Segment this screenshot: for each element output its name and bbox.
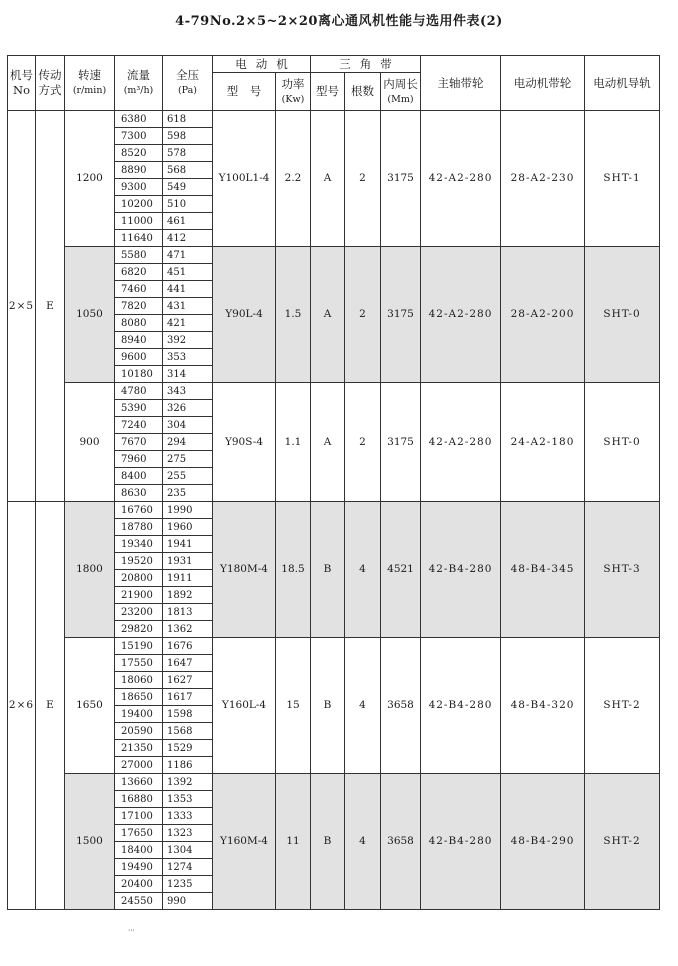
header-flow: 流量 (m³/h) [115,56,163,111]
pressure-cell: 1392 [163,774,213,791]
motor-power-cell: 11 [276,774,311,910]
belt-type-cell: B [311,638,345,774]
pressure-cell: 1941 [163,536,213,553]
motor-power-cell: 1.1 [276,383,311,502]
flow-cell: 4780 [115,383,163,400]
belt-count-cell: 4 [345,774,381,910]
motor-rail-cell: SHT-2 [585,638,660,774]
pressure-cell: 1627 [163,672,213,689]
pressure-cell: 568 [163,162,213,179]
flow-cell: 9300 [115,179,163,196]
flow-cell: 5390 [115,400,163,417]
pressure-cell: 235 [163,485,213,502]
flow-cell: 10200 [115,196,163,213]
motor-pulley-cell: 28-A2-200 [501,247,585,383]
motor-model-cell: Y160M-4 [213,774,276,910]
flow-cell: 21350 [115,740,163,757]
flow-cell: 18650 [115,689,163,706]
flow-cell: 8630 [115,485,163,502]
motor-rail-cell: SHT-2 [585,774,660,910]
flow-cell: 17650 [115,825,163,842]
main-pulley-cell: 42-A2-280 [421,383,501,502]
flow-cell: 7300 [115,128,163,145]
motor-power-cell: 2.2 [276,111,311,247]
flow-cell: 7670 [115,434,163,451]
flow-cell: 19400 [115,706,163,723]
pressure-cell: 1598 [163,706,213,723]
flow-cell: 17100 [115,808,163,825]
pressure-cell: 294 [163,434,213,451]
flow-cell: 13660 [115,774,163,791]
flow-cell: 8080 [115,315,163,332]
header-main-pulley: 主轴带轮 [421,56,501,111]
header-motor-power: 功率 (Kw) [276,73,311,111]
flow-cell: 19520 [115,553,163,570]
speed-cell: 1800 [65,502,115,638]
flow-cell: 10180 [115,366,163,383]
pressure-cell: 1323 [163,825,213,842]
page-title: 4-79No.2×5~2×20离心通风机性能与选用件表(2) [175,14,503,29]
flow-cell: 20800 [115,570,163,587]
motor-model-cell: Y180M-4 [213,502,276,638]
flow-cell: 27000 [115,757,163,774]
flow-cell: 9600 [115,349,163,366]
flow-cell: 21900 [115,587,163,604]
flow-cell: 11000 [115,213,163,230]
table-row [8,502,660,519]
motor-pulley-cell: 28-A2-230 [501,111,585,247]
pressure-cell: 1568 [163,723,213,740]
motor-rail-cell: SHT-0 [585,383,660,502]
table-row [8,774,660,791]
belt-length-cell: 3658 [381,638,421,774]
pressure-cell: 1676 [163,638,213,655]
scan-mark: ''' [128,928,135,937]
pressure-cell: 471 [163,247,213,264]
header-drive: 传动 方式 [36,56,65,111]
pressure-cell: 421 [163,315,213,332]
motor-power-cell: 1.5 [276,247,311,383]
pressure-cell: 461 [163,213,213,230]
speed-cell: 1200 [65,111,115,247]
header-machine-no: 机号 No [8,56,36,111]
main-pulley-cell: 42-B4-280 [421,502,501,638]
pressure-cell: 451 [163,264,213,281]
header-motor-rail: 电动机导轨 [585,56,660,111]
speed-cell: 1050 [65,247,115,383]
pressure-cell: 1911 [163,570,213,587]
pressure-cell: 1892 [163,587,213,604]
performance-table [7,55,660,910]
flow-cell: 6380 [115,111,163,128]
pressure-cell: 1617 [163,689,213,706]
table-row [8,247,660,264]
flow-cell: 6820 [115,264,163,281]
flow-cell: 24550 [115,893,163,910]
drive-cell: E [36,111,65,502]
table-row [8,111,660,128]
pressure-cell: 1304 [163,842,213,859]
flow-cell: 16880 [115,791,163,808]
motor-power-cell: 15 [276,638,311,774]
pressure-cell: 1990 [163,502,213,519]
pressure-cell: 618 [163,111,213,128]
main-pulley-cell: 42-B4-280 [421,638,501,774]
motor-pulley-cell: 48-B4-290 [501,774,585,910]
pressure-cell: 1333 [163,808,213,825]
header-motor-pulley: 电动机带轮 [501,56,585,111]
motor-model-cell: Y100L1-4 [213,111,276,247]
pressure-cell: 392 [163,332,213,349]
pressure-cell: 431 [163,298,213,315]
flow-cell: 8940 [115,332,163,349]
flow-cell: 8890 [115,162,163,179]
header-belt-length: 内周长 (Mm) [381,73,421,111]
flow-cell: 19340 [115,536,163,553]
speed-cell: 1500 [65,774,115,910]
belt-length-cell: 3175 [381,111,421,247]
pressure-cell: 304 [163,417,213,434]
pressure-cell: 1960 [163,519,213,536]
header-belt-count: 根数 [345,73,381,111]
pressure-cell: 1186 [163,757,213,774]
flow-cell: 18780 [115,519,163,536]
motor-rail-cell: SHT-1 [585,111,660,247]
speed-cell: 1650 [65,638,115,774]
pressure-cell: 353 [163,349,213,366]
belt-count-cell: 4 [345,638,381,774]
pressure-cell: 1931 [163,553,213,570]
belt-length-cell: 3175 [381,247,421,383]
header-belt-type: 型号 [311,73,345,111]
belt-length-cell: 3658 [381,774,421,910]
pressure-cell: 1529 [163,740,213,757]
table-row [8,638,660,655]
pressure-cell: 441 [163,281,213,298]
flow-cell: 7820 [115,298,163,315]
pressure-cell: 326 [163,400,213,417]
pressure-cell: 255 [163,468,213,485]
belt-count-cell: 2 [345,247,381,383]
pressure-cell: 275 [163,451,213,468]
flow-cell: 20400 [115,876,163,893]
flow-cell: 11640 [115,230,163,247]
speed-cell: 900 [65,383,115,502]
flow-cell: 29820 [115,621,163,638]
motor-model-cell: Y160L-4 [213,638,276,774]
motor-rail-cell: SHT-3 [585,502,660,638]
motor-model-cell: Y90S-4 [213,383,276,502]
pressure-cell: 1813 [163,604,213,621]
pressure-cell: 412 [163,230,213,247]
pressure-cell: 1647 [163,655,213,672]
flow-cell: 8400 [115,468,163,485]
pressure-cell: 510 [163,196,213,213]
pressure-cell: 343 [163,383,213,400]
pressure-cell: 990 [163,893,213,910]
motor-model-cell: Y90L-4 [213,247,276,383]
motor-pulley-cell: 48-B4-320 [501,638,585,774]
belt-type-cell: B [311,774,345,910]
main-pulley-cell: 42-A2-280 [421,247,501,383]
header-speed: 转速 (r/min) [65,56,115,111]
table-row [8,383,660,400]
pressure-cell: 578 [163,145,213,162]
drive-cell: E [36,502,65,910]
flow-cell: 17550 [115,655,163,672]
motor-pulley-cell: 48-B4-345 [501,502,585,638]
flow-cell: 8520 [115,145,163,162]
belt-count-cell: 4 [345,502,381,638]
pressure-cell: 1362 [163,621,213,638]
belt-type-cell: A [311,111,345,247]
pressure-cell: 549 [163,179,213,196]
flow-cell: 5580 [115,247,163,264]
main-pulley-cell: 42-B4-280 [421,774,501,910]
belt-count-cell: 2 [345,383,381,502]
flow-cell: 23200 [115,604,163,621]
machine-no-cell: 2×6 [8,502,36,910]
flow-cell: 7960 [115,451,163,468]
machine-no-cell: 2×5 [8,111,36,502]
flow-cell: 18060 [115,672,163,689]
pressure-cell: 598 [163,128,213,145]
pressure-cell: 1235 [163,876,213,893]
motor-rail-cell: SHT-0 [585,247,660,383]
pressure-cell: 1353 [163,791,213,808]
header-motor-model: 型 号 [213,73,276,111]
flow-cell: 19490 [115,859,163,876]
flow-cell: 7240 [115,417,163,434]
motor-pulley-cell: 24-A2-180 [501,383,585,502]
main-pulley-cell: 42-A2-280 [421,111,501,247]
pressure-cell: 1274 [163,859,213,876]
flow-cell: 15190 [115,638,163,655]
belt-type-cell: B [311,502,345,638]
flow-cell: 20590 [115,723,163,740]
belt-length-cell: 3175 [381,383,421,502]
belt-count-cell: 2 [345,111,381,247]
belt-type-cell: A [311,383,345,502]
belt-length-cell: 4521 [381,502,421,638]
flow-cell: 16760 [115,502,163,519]
belt-type-cell: A [311,247,345,383]
pressure-cell: 314 [163,366,213,383]
header-belt: 三角带 [311,56,421,73]
flow-cell: 7460 [115,281,163,298]
header-motor: 电动机 [213,56,311,73]
header-pressure: 全压 (Pa) [163,56,213,111]
table-body [8,111,660,910]
flow-cell: 18400 [115,842,163,859]
motor-power-cell: 18.5 [276,502,311,638]
